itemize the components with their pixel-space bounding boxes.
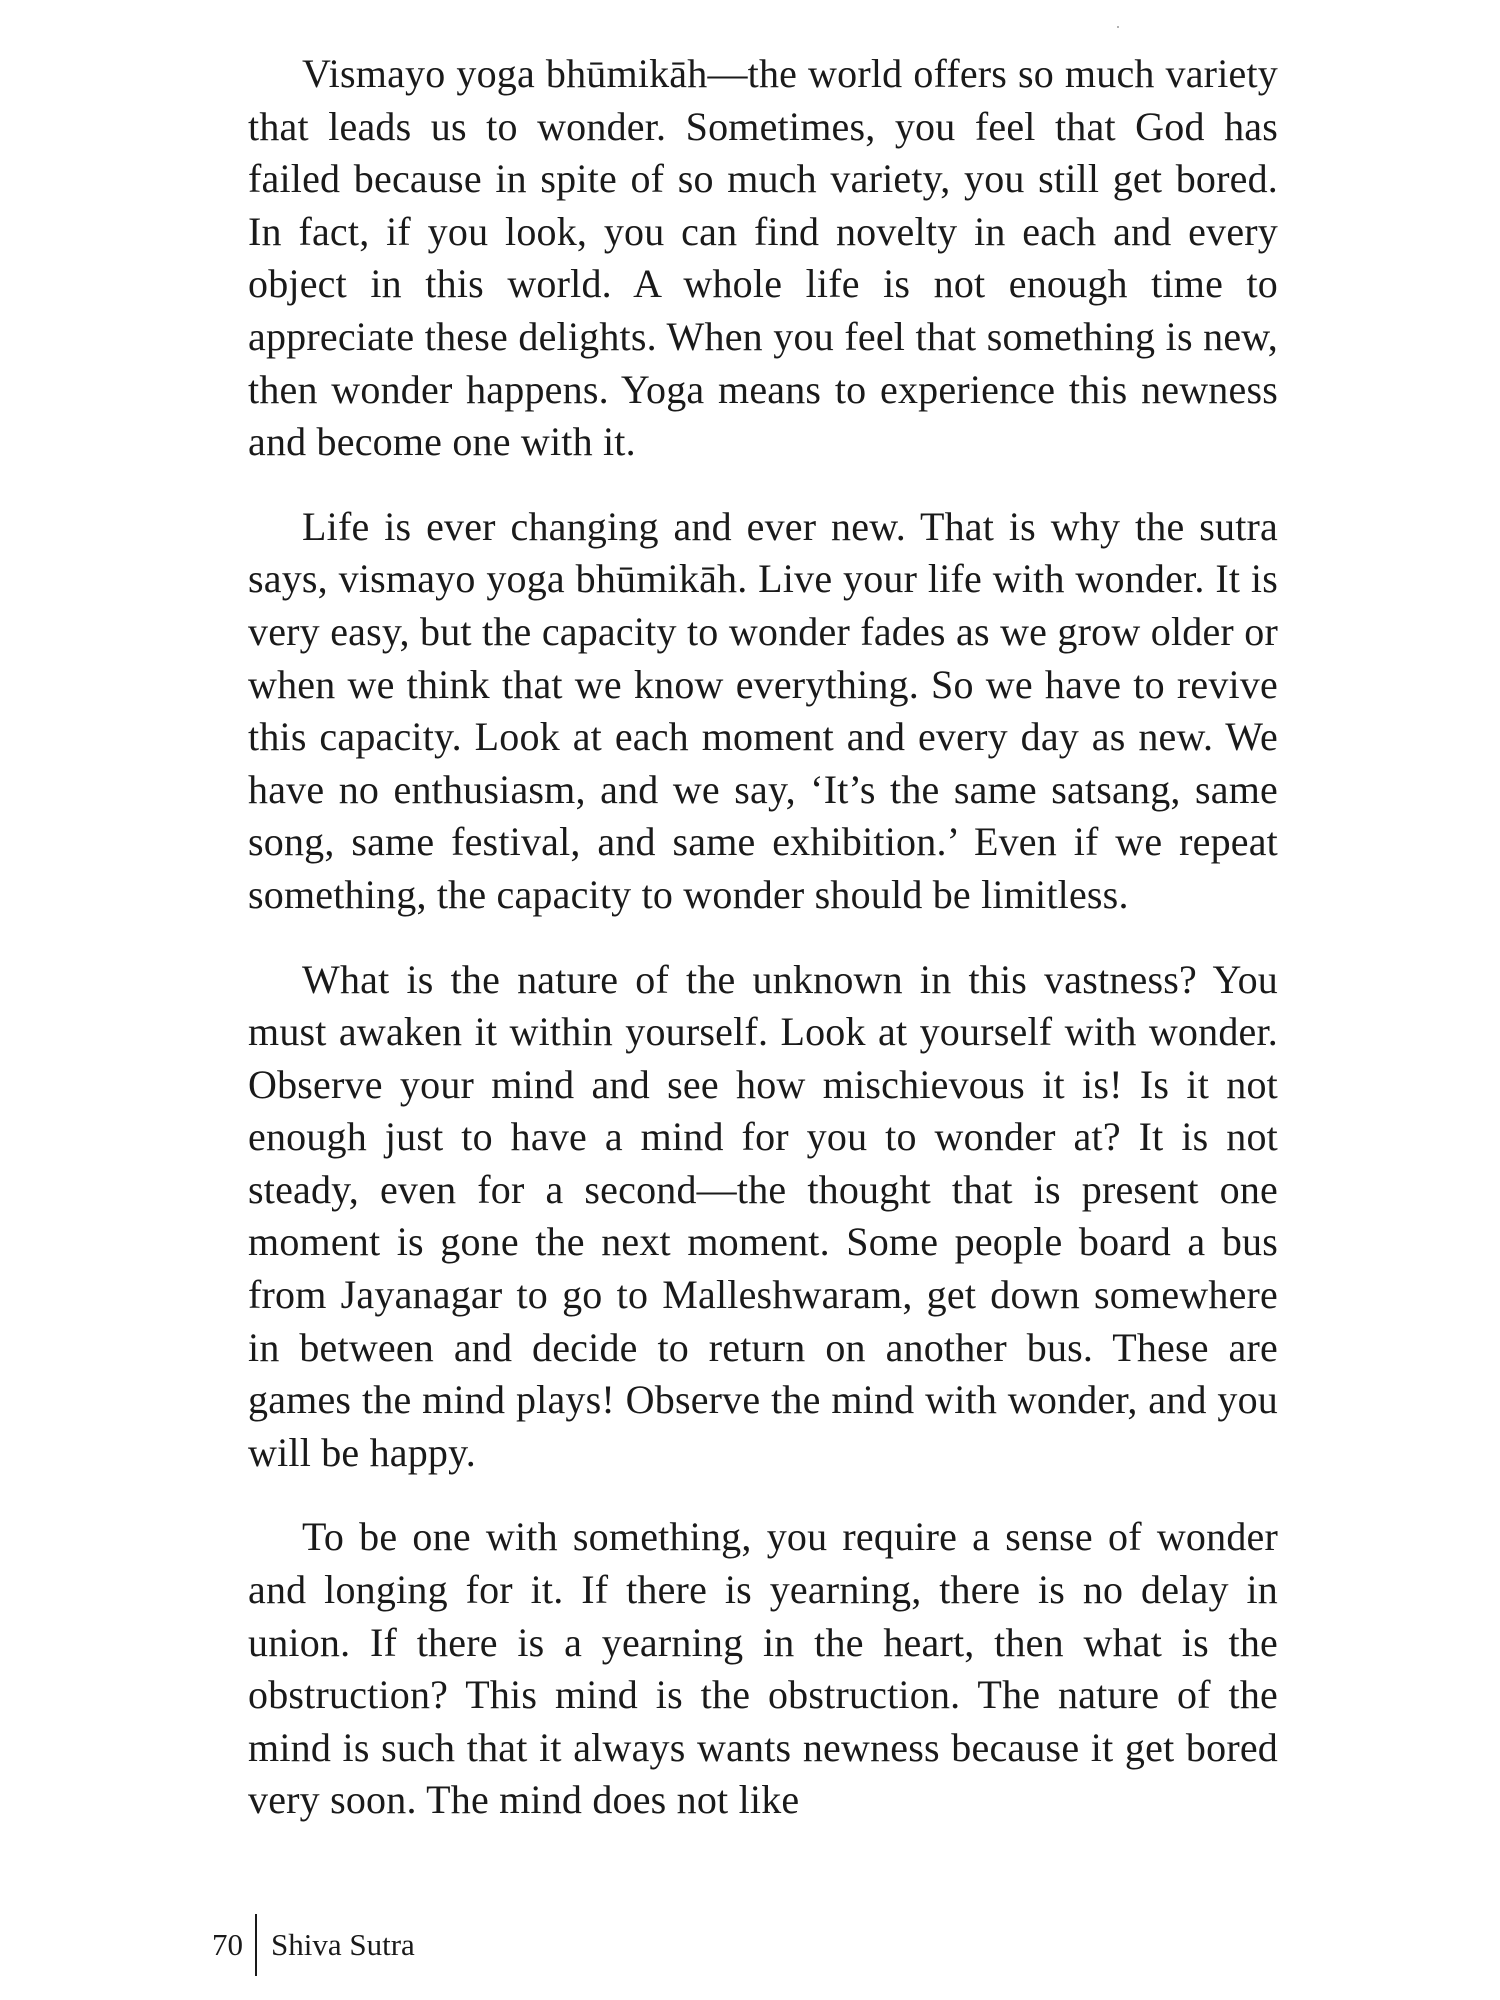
paragraph-4: To be one with something, you require a sense of wonder and longing for it. If there is yearning, there is no delay in union. If there is a yearning in the heart, then what is the obstruction? This mind is the obstruction. The nature of the mind is such that it always wants newness because it get bored very soon. The mind does not like bbox=[248, 1514, 1278, 1823]
paragraph-1: Vismayo yoga bhūmikāh—the world offers so much variety that leads us to wonder. Sometimes, you feel that God has failed because in spite of so much variety, you still get bored. In fact, if you look, you can find novelty in each and every object in this world. A whole life is not enough time to appreciate these delights. When you feel that something is new, then wonder happens. Yoga means to experience this newness and become one with it. bbox=[248, 51, 1278, 465]
paragraph-3: What is the nature of the unknown in this vastness? You must awaken it within yourself. Look at yourself with wonder. Observe your mind and see how mischievous it is! Is it not enough just to have a mind for you to wonder at? It is not steady, even for a second—the thought that is present one moment is gone the next moment. Some people board a bus from Jayanagar to go to Malleshwaram, get down somewhere in between and decide to return on another bus. These are games the mind plays! Observe the mind with wonder, and you will be happy. bbox=[248, 956, 1278, 1475]
paragraph-2: Life is ever changing and ever new. That is why the sutra says, vismayo yoga bhūmikāh. Live your life with wonder. It is very easy, but the capacity to wonder fades as we grow older or when we think that we know everything. So we have to revive this capacity. Look at each moment and every day as new. We have no enthusiasm, and we say, ‘It’s the same satsang, same song, same festival, and same exhibition.’ Even if we repeat something, the capacity to wonder should be limitless. bbox=[248, 503, 1278, 917]
running-title: Shiva Sutra bbox=[271, 1927, 415, 1962]
footer-divider bbox=[255, 1914, 257, 1976]
page-footer bbox=[212, 1914, 415, 1976]
scan-speck bbox=[1117, 26, 1119, 28]
page-number: 70 bbox=[212, 1927, 243, 1962]
page-body bbox=[248, 48, 1278, 1859]
